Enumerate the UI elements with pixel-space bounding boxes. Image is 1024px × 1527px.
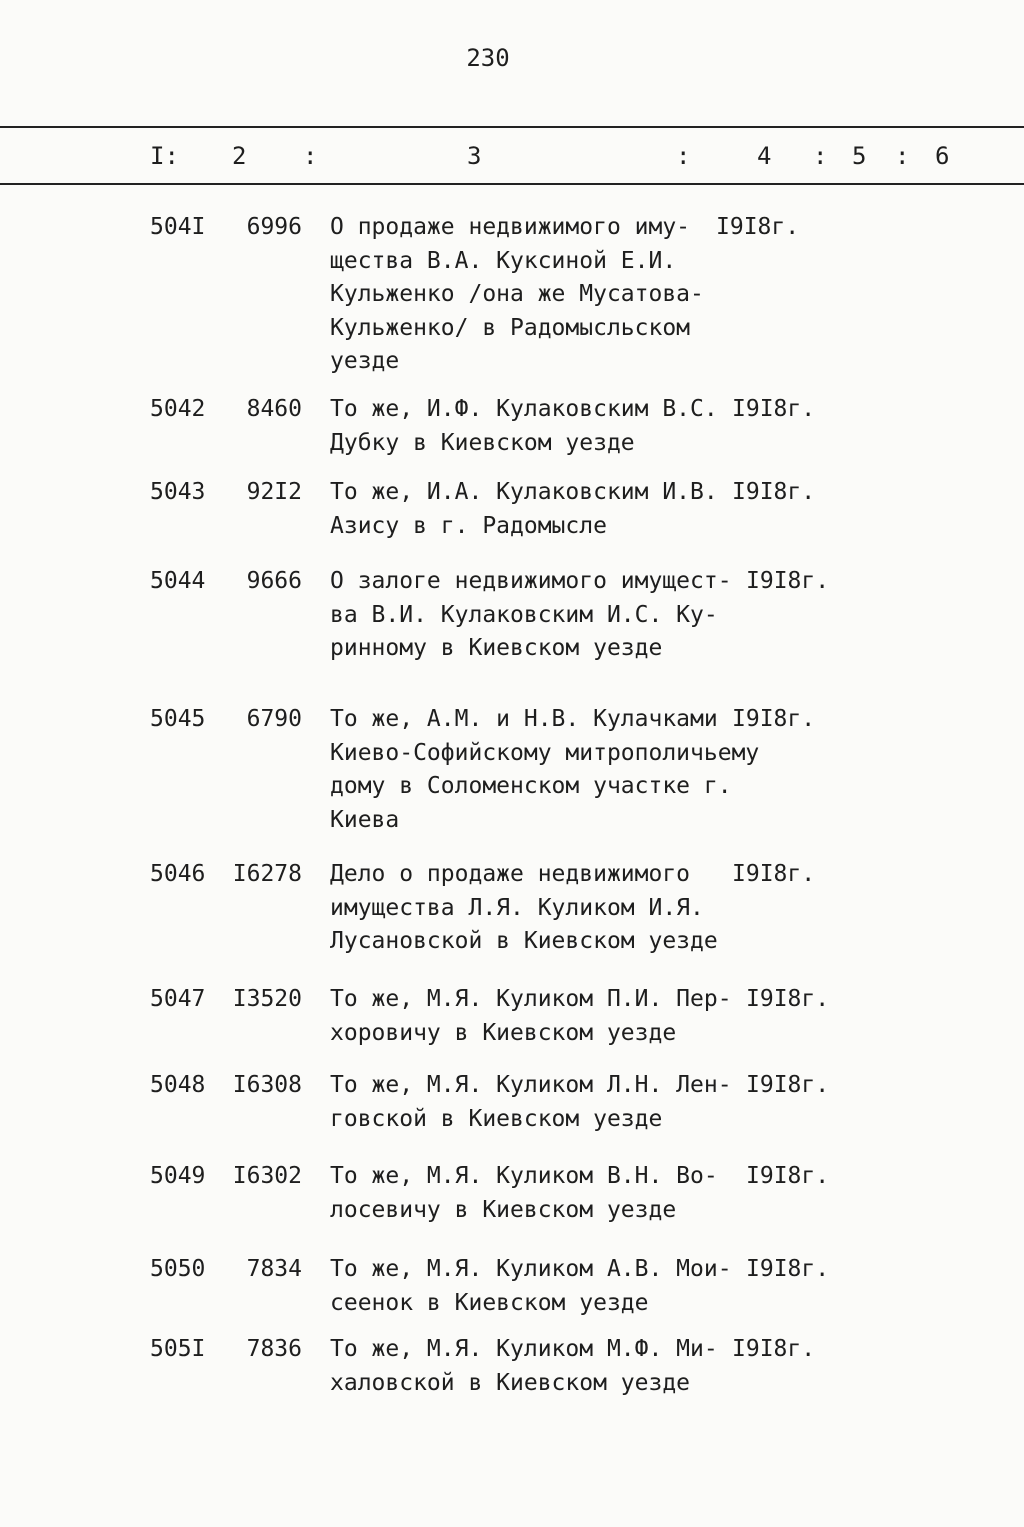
- description-line: Дубку в Киевском уезде: [330, 429, 635, 456]
- column-header-2: 2: [232, 142, 247, 170]
- entry-number: 5047: [150, 986, 206, 1012]
- description-line: То же, М.Я. Куликом П.И. Пер-: [330, 986, 732, 1012]
- entry-description: [330, 1160, 730, 1227]
- description-line: лосевичу в Киевском уезде: [330, 1196, 677, 1223]
- entry-year: I9I8г.: [746, 1163, 830, 1189]
- description-line: О продаже недвижимого иму-: [330, 214, 691, 240]
- entry-number: 5042: [150, 396, 206, 422]
- description-line: имущества Л.Я. Куликом И.Я.: [330, 894, 704, 921]
- entry-number: 505I: [150, 1336, 206, 1362]
- entry-description: [330, 1333, 730, 1400]
- entry-year: I9I8г.: [732, 479, 816, 505]
- column-header-5: 5: [852, 142, 867, 170]
- column-header-1: I:: [150, 142, 179, 170]
- description-line: О залоге недвижимого имущест-: [330, 568, 732, 594]
- description-line: Азису в г. Радомысле: [330, 512, 607, 539]
- description-line: Кульженко /она же Мусатова-: [330, 281, 704, 308]
- entry-year: I9I8г.: [732, 706, 816, 732]
- entry-number: 504I: [150, 214, 206, 240]
- description-line: То же, И.А. Кулаковским И.В.: [330, 479, 718, 505]
- entry-number: 5046: [150, 861, 206, 887]
- column-separator: :: [813, 142, 828, 170]
- entry-description: [330, 1253, 730, 1320]
- entry-number: 5045: [150, 706, 206, 732]
- entry-description: [330, 1069, 730, 1136]
- description-line: Киева: [330, 806, 400, 833]
- description-line: Кульженко/ в Радомысльском: [330, 314, 691, 341]
- description-line: ва В.И. Кулаковским И.С. Ку-: [330, 601, 718, 628]
- entry-old-number: I3520: [232, 986, 302, 1012]
- description-line: То же, М.Я. Куликом М.Ф. Ми-: [330, 1336, 718, 1362]
- entry-year: I9I8г.: [746, 986, 830, 1012]
- column-separator: :: [895, 142, 910, 170]
- description-line: То же, И.Ф. Кулаковским В.С.: [330, 396, 718, 422]
- description-line: То же, М.Я. Куликом В.Н. Во-: [330, 1163, 718, 1189]
- entry-year: I9I8г.: [746, 1072, 830, 1098]
- entry-number: 5050: [150, 1256, 206, 1282]
- column-header-4: 4: [757, 142, 772, 170]
- column-header-6: 6: [935, 142, 950, 170]
- description-line: дому в Соломенском участке г.: [330, 773, 732, 800]
- header-bottom-rule: [0, 183, 1024, 185]
- entry-old-number: 7836: [246, 1336, 302, 1362]
- entry-old-number: 6996: [246, 214, 302, 240]
- entry-old-number: I6308: [232, 1072, 302, 1098]
- entry-year: I9I8г.: [716, 214, 800, 240]
- header-top-rule: [0, 126, 1024, 128]
- entry-description: [330, 983, 730, 1050]
- entry-number: 5043: [150, 479, 206, 505]
- entry-number: 5048: [150, 1072, 206, 1098]
- description-line: уезде: [330, 348, 400, 375]
- description-line: ринному в Киевском уезде: [330, 635, 663, 662]
- entry-number: 5049: [150, 1163, 206, 1189]
- description-line: щества В.А. Куксиной Е.И.: [330, 247, 677, 274]
- description-line: То же, М.Я. Куликом Л.Н. Лен-: [330, 1072, 732, 1098]
- column-separator: :: [303, 142, 318, 170]
- entry-year: I9I8г.: [746, 1256, 830, 1282]
- description-line: халовской в Киевском уезде: [330, 1369, 691, 1396]
- page-number: 230: [466, 44, 510, 72]
- description-line: То же, А.М. и Н.В. Кулачками: [330, 706, 718, 732]
- description-line: Дело о продаже недвижимого: [330, 861, 691, 887]
- entry-description: [330, 703, 760, 837]
- entry-description: [330, 565, 730, 666]
- entry-old-number: 9666: [246, 568, 302, 594]
- entry-old-number: 6790: [246, 706, 302, 732]
- entry-description: [330, 476, 730, 543]
- description-line: Киево-Софийскому митрополичьему: [330, 739, 760, 766]
- entry-old-number: I6278: [232, 861, 302, 887]
- entry-number: 5044: [150, 568, 206, 594]
- description-line: То же, М.Я. Куликом А.В. Мои-: [330, 1256, 732, 1282]
- entry-year: I9I8г.: [732, 861, 816, 887]
- entry-old-number: 8460: [246, 396, 302, 422]
- description-line: говской в Киевском уезде: [330, 1105, 663, 1132]
- entry-year: I9I8г.: [732, 396, 816, 422]
- entry-description: [330, 393, 730, 460]
- entry-year: I9I8г.: [746, 568, 830, 594]
- description-line: хоровичу в Киевском уезде: [330, 1019, 677, 1046]
- entry-description: [330, 211, 730, 379]
- entry-year: I9I8г.: [732, 1336, 816, 1362]
- entry-old-number: 92I2: [246, 479, 302, 505]
- column-separator: :: [676, 142, 691, 170]
- description-line: сеенок в Киевском уезде: [330, 1289, 649, 1316]
- description-line: Лусановской в Киевском уезде: [330, 928, 718, 955]
- entry-description: [330, 858, 730, 959]
- column-header-3: 3: [467, 142, 482, 170]
- entry-old-number: I6302: [232, 1163, 302, 1189]
- entry-old-number: 7834: [246, 1256, 302, 1282]
